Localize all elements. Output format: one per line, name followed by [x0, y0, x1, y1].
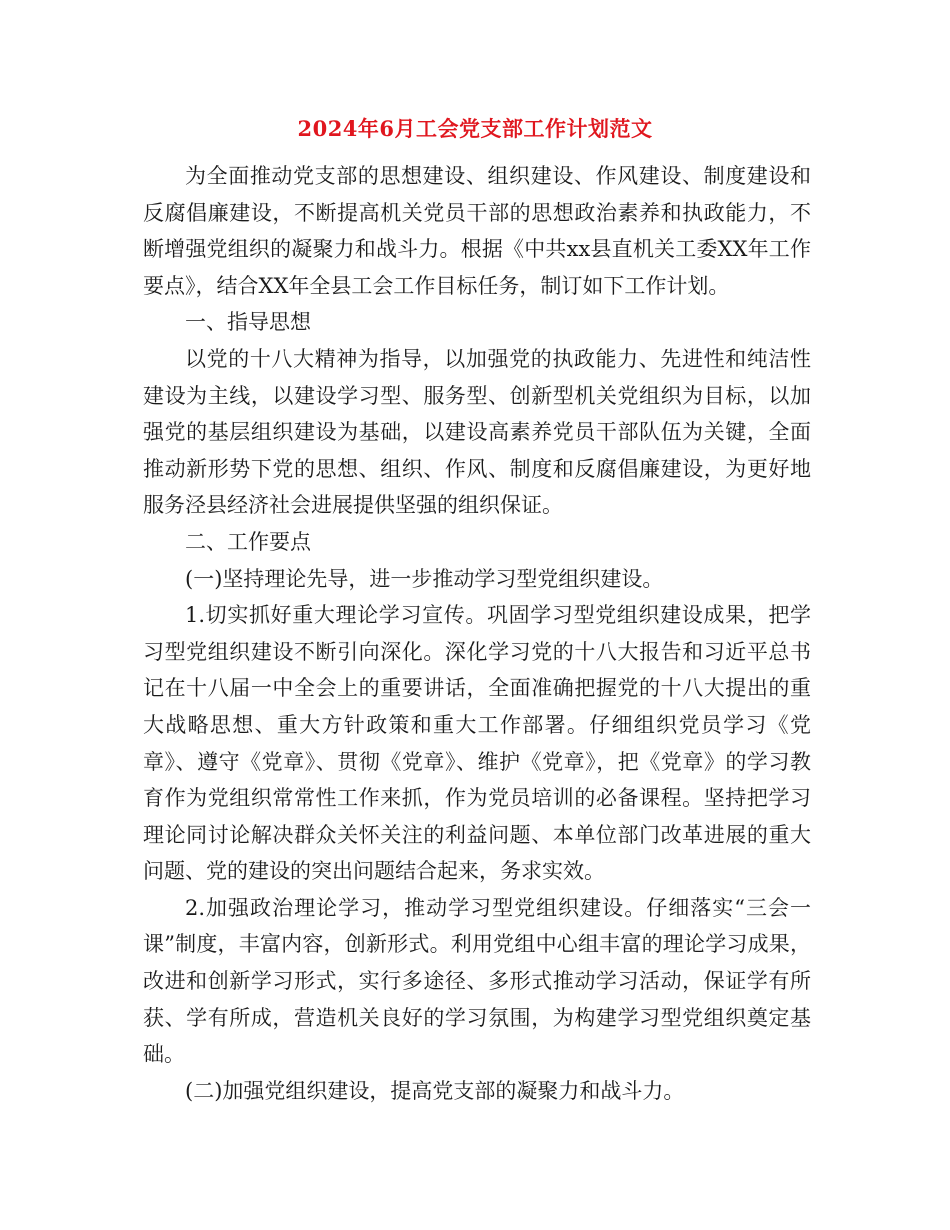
document-title: 2024年6月工会党支部工作计划范文	[297, 116, 653, 141]
subsection-heading-2: (二)加强党组织建设，提高党支部的凝聚力和战斗力。	[185, 1078, 685, 1103]
guiding-thought-paragraph: 以党的十八大精神为指导，以加强党的执政能力、先进性和纯洁性建设为主线，以建设学习型、服务型、创新型机关党组织为目标，以加强党的基层组织建设为基础，以建设高素养党员干部队伍为关键，全面推动新形势下党的思想、组织、作风、制度和反腐倡廉建设，为更好地服务泾县经济社会进展提供坚强的组织保证。	[143, 346, 811, 518]
intro-paragraph: 为全面推动党支部的思想建设、组织建设、作风建设、制度建设和反腐倡廉建设，不断提高机关党员干部的思想政治素养和执政能力，不断增强党组织的凝聚力和战斗力。根据《中共xx县直机关工委XX年工作要点》，结合XX年全县工会工作目标任务，制订如下工作计划。	[143, 164, 811, 298]
work-item-1-paragraph: 1.切实抓好重大理论学习宣传。巩固学习型党组织建设成果，把学习型党组织建设不断引向深化。深化学习党的十八大报告和习近平总书记在十八届一中全会上的重要讲话，全面准确把握党的十八大提出的重大战略思想、重大方针政策和重大工作部署。仔细组织党员学习《党章》、遵守《党章》、贯彻《党章》、维护《党章》，把《党章》的学习教育作为党组织常常性工作来抓，作为党员培训的必备课程。坚持把学习理论同讨论解决群众关怀关注的利益问题、本单位部门改革进展的重大问题、党的建设的突出问题结合起来，务求实效。	[143, 603, 811, 884]
subsection-heading-1: (一)坚持理论先导，进一步推动学习型党组织建设。	[185, 566, 664, 591]
section-heading-guiding-thought: 一、指导思想	[185, 310, 311, 335]
work-item-2-paragraph: 2.加强政治理论学习，推动学习型党组织建设。仔细落实“三会一课”制度，丰富内容，创新形式。利用党组中心组丰富的理论学习成果，改进和创新学习形式，实行多途径、多形式推动学习活动，保证学有所获、学有所成，营造机关良好的学习氛围，为构建学习型党组织奠定基础。	[143, 895, 811, 1067]
document-body	[143, 158, 811, 1109]
section-heading-work-points: 二、工作要点	[185, 529, 311, 554]
